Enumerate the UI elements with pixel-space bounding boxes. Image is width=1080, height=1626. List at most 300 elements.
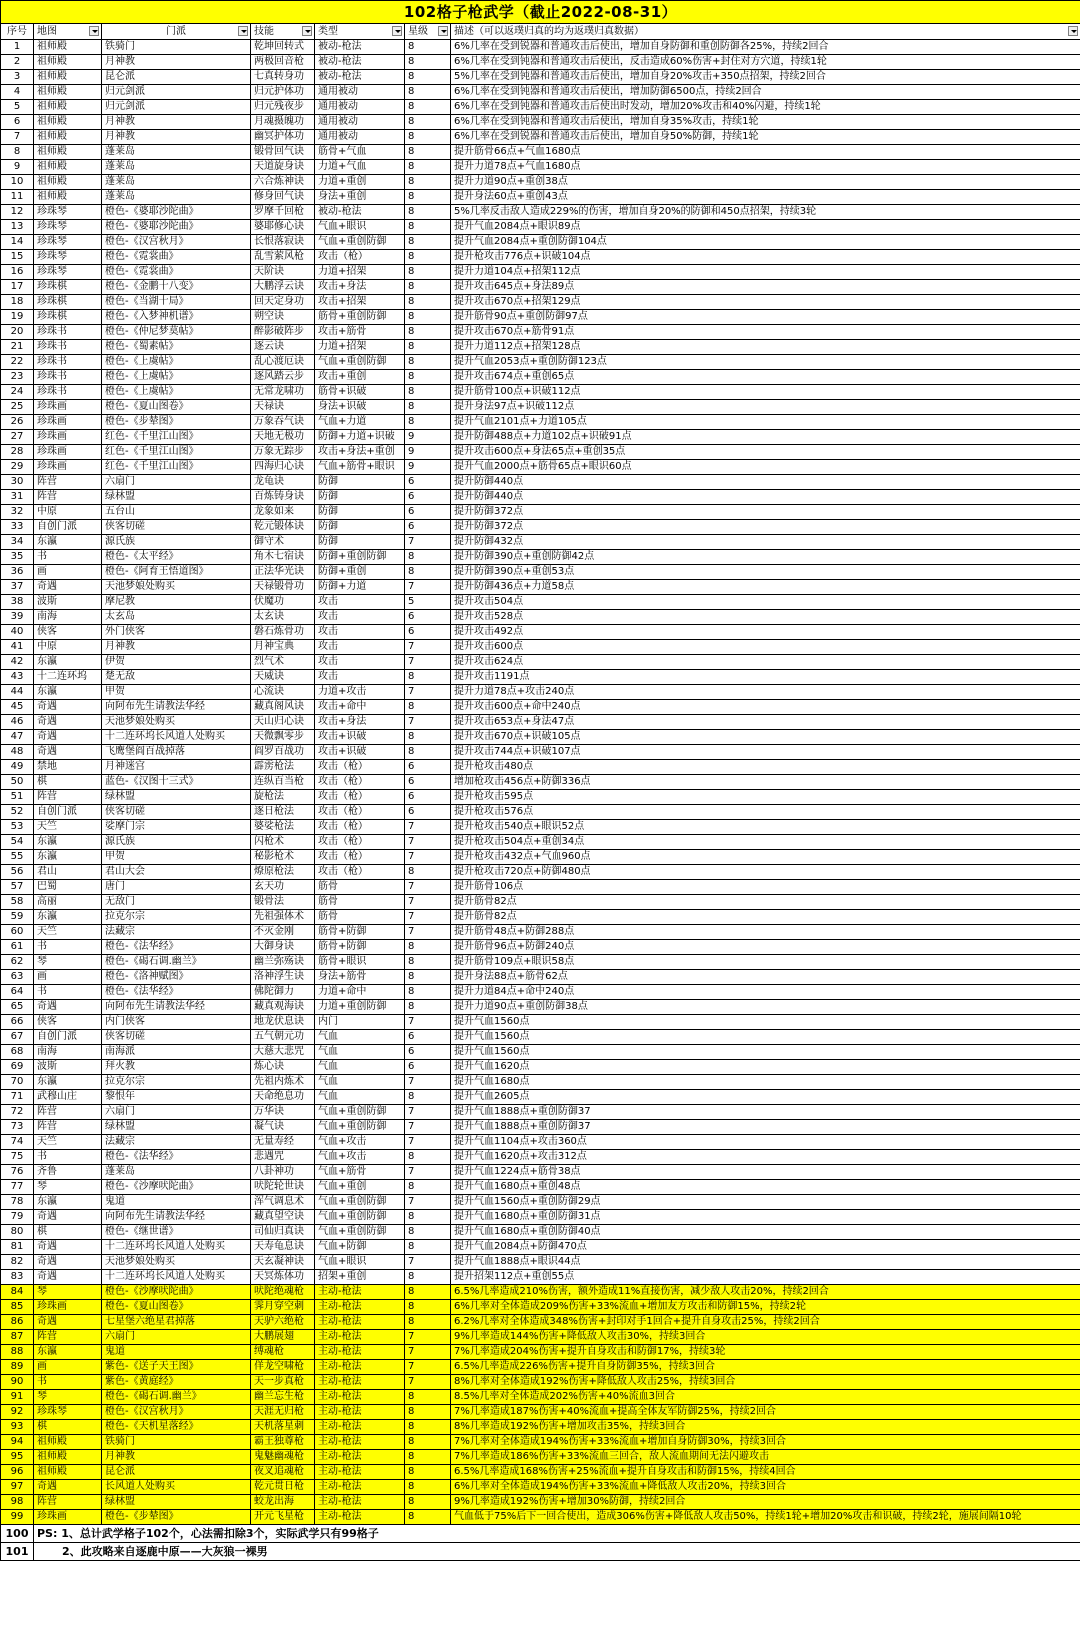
cell-map: 琴 [34, 1285, 102, 1300]
cell-type: 筋骨 [315, 895, 405, 910]
table-row [1, 580, 1080, 595]
cell-map: 奇遇 [34, 745, 102, 760]
cell-sect: 橙色-《夏山图卷》 [102, 1300, 251, 1315]
cell-type: 力道+命中 [315, 985, 405, 1000]
cell-type: 攻击（枪） [315, 250, 405, 265]
cell-map: 阵营 [34, 1495, 102, 1510]
cell-no: 92 [1, 1405, 34, 1420]
sheet-title: 102格子枪武学（截止2022-08-31） [1, 1, 1080, 24]
table-row [1, 400, 1080, 415]
cell-type: 气血+攻击 [315, 1150, 405, 1165]
cell-desc: 5%几率在受到钝器和普通攻击后使出，增加自身20%攻击+350点招架，持续2回合 [451, 70, 1080, 85]
table-row [1, 145, 1080, 160]
cell-skill: 天命绝息功 [251, 1090, 315, 1105]
table-row [1, 1360, 1080, 1375]
cell-no: 25 [1, 400, 34, 415]
cell-sect: 鬼道 [102, 1345, 251, 1360]
table-row [1, 850, 1080, 865]
table-row [1, 910, 1080, 925]
cell-map: 天竺 [34, 820, 102, 835]
cell-map: 东瀛 [34, 535, 102, 550]
cell-skill: 天禄诀 [251, 400, 315, 415]
table-row [1, 55, 1080, 70]
cell-skill: 御守术 [251, 535, 315, 550]
cell-type: 防御 [315, 490, 405, 505]
cell-no: 20 [1, 325, 34, 340]
table-row [1, 745, 1080, 760]
table-row [1, 1465, 1080, 1480]
cell-type: 攻击（枪） [315, 865, 405, 880]
cell-desc: 提升筋骨82点 [451, 895, 1080, 910]
cell-type: 主动-枪法 [315, 1360, 405, 1375]
col-header-no: 序号 [1, 24, 34, 40]
cell-no: 23 [1, 370, 34, 385]
filter-dropdown-icon[interactable] [392, 26, 402, 36]
cell-type: 防御 [315, 475, 405, 490]
cell-sect: 蓬莱岛 [102, 145, 251, 160]
cell-skill: 归元护体功 [251, 85, 315, 100]
cell-type: 通用被动 [315, 130, 405, 145]
cell-sect: 蓬莱岛 [102, 1165, 251, 1180]
cell-desc: 提升枪攻击480点 [451, 760, 1080, 775]
cell-star: 8 [405, 1210, 451, 1225]
cell-star: 8 [405, 85, 451, 100]
cell-sect: 绿林盟 [102, 1495, 251, 1510]
cell-star: 8 [405, 100, 451, 115]
cell-sect: 橙色-《阿育王悟道图》 [102, 565, 251, 580]
footer-note-row [1, 1543, 1080, 1561]
cell-map: 奇遇 [34, 715, 102, 730]
cell-star: 6 [405, 475, 451, 490]
cell-star: 8 [405, 670, 451, 685]
cell-desc: 提升气血2084点+重创防御104点 [451, 235, 1080, 250]
cell-map: 东瀛 [34, 655, 102, 670]
cell-skill: 心流诀 [251, 685, 315, 700]
cell-desc: 提升枪攻击432点+气血960点 [451, 850, 1080, 865]
cell-star: 8 [405, 1240, 451, 1255]
cell-no: 64 [1, 985, 34, 1000]
cell-map: 东瀛 [34, 1075, 102, 1090]
cell-type: 攻击 [315, 655, 405, 670]
cell-sect: 橙色-《洛神赋图》 [102, 970, 251, 985]
cell-map: 波斯 [34, 595, 102, 610]
cell-skill: 蛟龙出海 [251, 1495, 315, 1510]
cell-star: 8 [405, 1000, 451, 1015]
table-row [1, 1210, 1080, 1225]
cell-type: 攻击+识破 [315, 745, 405, 760]
cell-no: 51 [1, 790, 34, 805]
table-row [1, 805, 1080, 820]
cell-star: 8 [405, 1480, 451, 1495]
filter-dropdown-icon[interactable] [89, 26, 99, 36]
cell-sect: 七星堡六绝星君掉落 [102, 1315, 251, 1330]
cell-type: 通用被动 [315, 100, 405, 115]
cell-sect: 橙色-《步辇图》 [102, 415, 251, 430]
cell-map: 祖师殿 [34, 100, 102, 115]
cell-desc: 6.5%几率造成210%伤害，额外造成11%直接伤害，减少敌人攻击20%，持续2回合 [451, 1285, 1080, 1300]
cell-map: 侠客 [34, 1015, 102, 1030]
cell-sect: 六扇门 [102, 1105, 251, 1120]
cell-type: 气血 [315, 1030, 405, 1045]
table-row [1, 445, 1080, 460]
cell-desc: 9%几率造成192%伤害+增加30%防御，持续2回合 [451, 1495, 1080, 1510]
cell-skill: 洛神浮生诀 [251, 970, 315, 985]
cell-skill: 五气朝元功 [251, 1030, 315, 1045]
table-row [1, 880, 1080, 895]
col-header-skill: 技能 [251, 24, 315, 40]
cell-type: 气血 [315, 1060, 405, 1075]
table-row [1, 85, 1080, 100]
cell-type: 攻击 [315, 625, 405, 640]
cell-sect: 法藏宗 [102, 1135, 251, 1150]
cell-star: 7 [405, 655, 451, 670]
cell-no: 89 [1, 1360, 34, 1375]
cell-star: 8 [405, 565, 451, 580]
cell-no: 8 [1, 145, 34, 160]
cell-map: 波斯 [34, 1060, 102, 1075]
table-row [1, 1105, 1080, 1120]
cell-sect: 向阿布先生请教法华经 [102, 700, 251, 715]
table-row [1, 1390, 1080, 1405]
cell-no: 11 [1, 190, 34, 205]
cell-no: 68 [1, 1045, 34, 1060]
cell-no: 74 [1, 1135, 34, 1150]
table-row [1, 1480, 1080, 1495]
cell-map: 祖师殿 [34, 160, 102, 175]
cell-skill: 佯龙空啸枪 [251, 1360, 315, 1375]
cell-no: 69 [1, 1060, 34, 1075]
cell-map: 自创门派 [34, 520, 102, 535]
cell-map: 阵营 [34, 475, 102, 490]
table-row [1, 100, 1080, 115]
cell-desc: 6%几率在受到锐器和普通攻击后使出，增加自身防御和重创防御各25%，持续2回合 [451, 40, 1080, 55]
cell-skill: 归元残夜步 [251, 100, 315, 115]
cell-map: 祖师殿 [34, 145, 102, 160]
cell-star: 8 [405, 400, 451, 415]
cell-sect: 天池梦娘处购买 [102, 580, 251, 595]
cell-desc: 提升防御390点+重创防御42点 [451, 550, 1080, 565]
table-row [1, 1405, 1080, 1420]
cell-star: 7 [405, 835, 451, 850]
table-row [1, 1300, 1080, 1315]
table-row [1, 610, 1080, 625]
cell-star: 9 [405, 445, 451, 460]
cell-type: 气血+重创防御 [315, 1195, 405, 1210]
cell-map: 祖师殿 [34, 85, 102, 100]
filter-dropdown-icon[interactable] [238, 26, 248, 36]
cell-desc: 8%几率对全体造成192%伤害+降低敌人攻击25%，持续3回合 [451, 1375, 1080, 1390]
cell-type: 气血+重创防御 [315, 1105, 405, 1120]
cell-no: 27 [1, 430, 34, 445]
cell-no: 19 [1, 310, 34, 325]
cell-star: 8 [405, 1495, 451, 1510]
cell-star: 8 [405, 130, 451, 145]
cell-no: 15 [1, 250, 34, 265]
table-row [1, 1060, 1080, 1075]
cell-map: 祖师殿 [34, 175, 102, 190]
cell-desc: 提升力道104点+招架112点 [451, 265, 1080, 280]
cell-desc: 6%几率在受到钝器和普通攻击后使出，反击造成60%伤害+封住对方穴道，持续1轮 [451, 55, 1080, 70]
table-row [1, 925, 1080, 940]
cell-sect: 六扇门 [102, 475, 251, 490]
cell-star: 8 [405, 1270, 451, 1285]
cell-no: 44 [1, 685, 34, 700]
table-row [1, 1225, 1080, 1240]
cell-no: 95 [1, 1450, 34, 1465]
cell-sect: 绿林盟 [102, 490, 251, 505]
cell-skill: 乾坤回转式 [251, 40, 315, 55]
cell-type: 气血+攻击 [315, 1135, 405, 1150]
cell-star: 8 [405, 1150, 451, 1165]
cell-type: 气血+重创防御 [315, 1225, 405, 1240]
cell-sect: 飞鹰堡阎百战掉落 [102, 745, 251, 760]
cell-map: 奇遇 [34, 1210, 102, 1225]
cell-map: 十二连环坞 [34, 670, 102, 685]
cell-star: 8 [405, 1420, 451, 1435]
cell-no: 54 [1, 835, 34, 850]
cell-sect: 橙色-《入梦神机谱》 [102, 310, 251, 325]
cell-map: 珍珠琴 [34, 250, 102, 265]
filter-dropdown-icon[interactable] [1068, 26, 1078, 36]
cell-no: 29 [1, 460, 34, 475]
cell-map: 奇遇 [34, 730, 102, 745]
cell-type: 主动-枪法 [315, 1300, 405, 1315]
cell-star: 8 [405, 370, 451, 385]
cell-no: 57 [1, 880, 34, 895]
cell-type: 防御+力道+识破 [315, 430, 405, 445]
cell-skill: 龙龟诀 [251, 475, 315, 490]
cell-skill: 伏魔功 [251, 595, 315, 610]
table-row [1, 985, 1080, 1000]
cell-star: 7 [405, 1360, 451, 1375]
cell-map: 东瀛 [34, 835, 102, 850]
cell-type: 主动-枪法 [315, 1375, 405, 1390]
cell-skill: 悲遇咒 [251, 1150, 315, 1165]
cell-desc: 提升气血1560点+重创防御29点 [451, 1195, 1080, 1210]
cell-desc: 6%几率在受到锐器和普通攻击后使出，增加自身50%防御，持续1轮 [451, 130, 1080, 145]
cell-desc: 气血低于75%后下一回合使出，造成306%伤害+降低敌人攻击50%，持续1轮+增加20%攻击和识破，持续2轮，施展间隔10轮 [451, 1510, 1080, 1525]
table-row [1, 1255, 1080, 1270]
filter-dropdown-icon[interactable] [302, 26, 312, 36]
cell-map: 珍珠画 [34, 1510, 102, 1525]
cell-type: 主动-枪法 [315, 1465, 405, 1480]
cell-star: 8 [405, 1405, 451, 1420]
cell-no: 80 [1, 1225, 34, 1240]
cell-sect: 橙色-《汉宫秋月》 [102, 235, 251, 250]
cell-desc: 提升气血1680点+重创防御40点 [451, 1225, 1080, 1240]
cell-desc: 提升枪攻击576点 [451, 805, 1080, 820]
cell-type: 气血 [315, 1045, 405, 1060]
cell-skill: 大鹏展翅 [251, 1330, 315, 1345]
cell-map: 阵营 [34, 1330, 102, 1345]
cell-desc: 提升筋骨82点 [451, 910, 1080, 925]
cell-desc: 7%几率对全体造成194%伤害+33%流血+增加自身防御30%，持续3回合 [451, 1435, 1080, 1450]
cell-map: 画 [34, 565, 102, 580]
cell-desc: 提升攻击528点 [451, 610, 1080, 625]
cell-skill: 不灭金刚 [251, 925, 315, 940]
cell-type: 主动-枪法 [315, 1405, 405, 1420]
cell-map: 高丽 [34, 895, 102, 910]
cell-type: 防御 [315, 520, 405, 535]
cell-type: 被动-枪法 [315, 70, 405, 85]
cell-sect: 天池梦娘处购买 [102, 715, 251, 730]
cell-no: 6 [1, 115, 34, 130]
cell-map: 祖师殿 [34, 1435, 102, 1450]
cell-map: 祖师殿 [34, 70, 102, 85]
cell-sect: 橙色-《步辇图》 [102, 1510, 251, 1525]
cell-type: 攻击 [315, 640, 405, 655]
cell-no: 12 [1, 205, 34, 220]
cell-star: 7 [405, 1120, 451, 1135]
cell-skill: 炼心诀 [251, 1060, 315, 1075]
cell-type: 气血 [315, 1090, 405, 1105]
table-row [1, 235, 1080, 250]
cell-desc: 提升枪攻击776点+识破104点 [451, 250, 1080, 265]
cell-no: 5 [1, 100, 34, 115]
cell-star: 7 [405, 895, 451, 910]
cell-sect: 橙色-《法华经》 [102, 1150, 251, 1165]
cell-map: 南海 [34, 610, 102, 625]
title-row [1, 1, 1080, 24]
cell-sect: 橙色-《上虞帖》 [102, 385, 251, 400]
cell-star: 6 [405, 790, 451, 805]
cell-star: 8 [405, 220, 451, 235]
cell-type: 气血+眼识 [315, 1255, 405, 1270]
table-row [1, 970, 1080, 985]
cell-map: 书 [34, 985, 102, 1000]
cell-sect: 蓬莱岛 [102, 190, 251, 205]
cell-no: 37 [1, 580, 34, 595]
cell-map: 奇遇 [34, 1240, 102, 1255]
table-row [1, 1030, 1080, 1045]
cell-sect: 月神教 [102, 55, 251, 70]
cell-type: 身法+重创 [315, 190, 405, 205]
cell-star: 8 [405, 385, 451, 400]
table-row [1, 1435, 1080, 1450]
cell-desc: 提升气血2084点+防御470点 [451, 1240, 1080, 1255]
cell-sect: 紫色-《送子天王图》 [102, 1360, 251, 1375]
cell-map: 君山 [34, 865, 102, 880]
cell-no: 58 [1, 895, 34, 910]
cell-no: 39 [1, 610, 34, 625]
cell-sect: 天池梦娘处购买 [102, 1255, 251, 1270]
cell-desc: 提升气血2605点 [451, 1090, 1080, 1105]
cell-skill: 两极回音枪 [251, 55, 315, 70]
cell-star: 7 [405, 880, 451, 895]
cell-star: 8 [405, 970, 451, 985]
cell-skill: 连纵百当枪 [251, 775, 315, 790]
cell-skill: 万华诀 [251, 1105, 315, 1120]
cell-skill: 阎罗百战功 [251, 745, 315, 760]
cell-sect: 内门侠客 [102, 1015, 251, 1030]
table-row [1, 1120, 1080, 1135]
cell-skill: 回天定身功 [251, 295, 315, 310]
cell-sect: 月神教 [102, 130, 251, 145]
cell-no: 61 [1, 940, 34, 955]
cell-star: 8 [405, 355, 451, 370]
cell-skill: 四海归心诀 [251, 460, 315, 475]
cell-sect: 紫色-《黄庭经》 [102, 1375, 251, 1390]
cell-map: 奇遇 [34, 700, 102, 715]
cell-desc: 6%几率在受到钝器和普通攻击后使出，增加防御6500点，持续2回合 [451, 85, 1080, 100]
cell-no: 82 [1, 1255, 34, 1270]
cell-desc: 提升身法88点+筋骨62点 [451, 970, 1080, 985]
cell-sect: 五台山 [102, 505, 251, 520]
cell-desc: 6%几率在受到钝器和普通攻击后使出，增加自身35%攻击，持续1轮 [451, 115, 1080, 130]
cell-desc: 提升筋骨48点+防御288点 [451, 925, 1080, 940]
cell-sect: 无敌门 [102, 895, 251, 910]
cell-type: 通用被动 [315, 85, 405, 100]
cell-sect: 月神教 [102, 640, 251, 655]
cell-no: 84 [1, 1285, 34, 1300]
table-row [1, 265, 1080, 280]
cell-no: 70 [1, 1075, 34, 1090]
cell-no: 35 [1, 550, 34, 565]
cell-no: 48 [1, 745, 34, 760]
cell-star: 8 [405, 730, 451, 745]
cell-type: 攻击 [315, 595, 405, 610]
col-header-desc: 描述（可以返璞归真的均为返璞归真数据） [451, 24, 1080, 40]
cell-desc: 6%几率对全体造成194%伤害+33%流血+降低敌人攻击20%，持续3回合 [451, 1480, 1080, 1495]
table-row [1, 775, 1080, 790]
cell-star: 7 [405, 1135, 451, 1150]
table-row [1, 565, 1080, 580]
table-row [1, 115, 1080, 130]
cell-desc: 提升防御390点+重创53点 [451, 565, 1080, 580]
cell-type: 主动-枪法 [315, 1285, 405, 1300]
cell-map: 珍珠书 [34, 340, 102, 355]
cell-no: 42 [1, 655, 34, 670]
cell-desc: 提升招架112点+重创55点 [451, 1270, 1080, 1285]
cell-type: 筋骨+眼识 [315, 955, 405, 970]
cell-desc: 提升防御440点 [451, 475, 1080, 490]
cell-sect: 绿林盟 [102, 790, 251, 805]
cell-type: 气血+重创防御 [315, 1120, 405, 1135]
cell-desc: 8%几率造成192%伤害+增加攻击35%，持续3回合 [451, 1420, 1080, 1435]
table-row [1, 1495, 1080, 1510]
cell-map: 珍珠画 [34, 430, 102, 445]
cell-no: 60 [1, 925, 34, 940]
cell-sect: 绿林盟 [102, 1120, 251, 1135]
cell-type: 被动-枪法 [315, 55, 405, 70]
cell-star: 6 [405, 805, 451, 820]
cell-star: 8 [405, 1315, 451, 1330]
filter-dropdown-icon[interactable] [438, 26, 448, 36]
cell-type: 主动-枪法 [315, 1390, 405, 1405]
cell-map: 画 [34, 970, 102, 985]
cell-no: 78 [1, 1195, 34, 1210]
cell-sect: 源氏族 [102, 835, 251, 850]
cell-type: 气血+力道 [315, 415, 405, 430]
cell-no: 24 [1, 385, 34, 400]
cell-star: 8 [405, 40, 451, 55]
table-row [1, 1270, 1080, 1285]
cell-no: 56 [1, 865, 34, 880]
cell-star: 7 [405, 1195, 451, 1210]
table-row [1, 1165, 1080, 1180]
cell-star: 8 [405, 55, 451, 70]
table-row [1, 340, 1080, 355]
cell-skill: 锻骨法 [251, 895, 315, 910]
cell-no: 75 [1, 1150, 34, 1165]
cell-skill: 天一步真枪 [251, 1375, 315, 1390]
cell-star: 8 [405, 325, 451, 340]
cell-sect: 橙色-《婆耶沙陀曲》 [102, 220, 251, 235]
cell-star: 8 [405, 145, 451, 160]
cell-type: 攻击+重创 [315, 370, 405, 385]
cell-no: 31 [1, 490, 34, 505]
cell-type: 气血+筋骨 [315, 1165, 405, 1180]
